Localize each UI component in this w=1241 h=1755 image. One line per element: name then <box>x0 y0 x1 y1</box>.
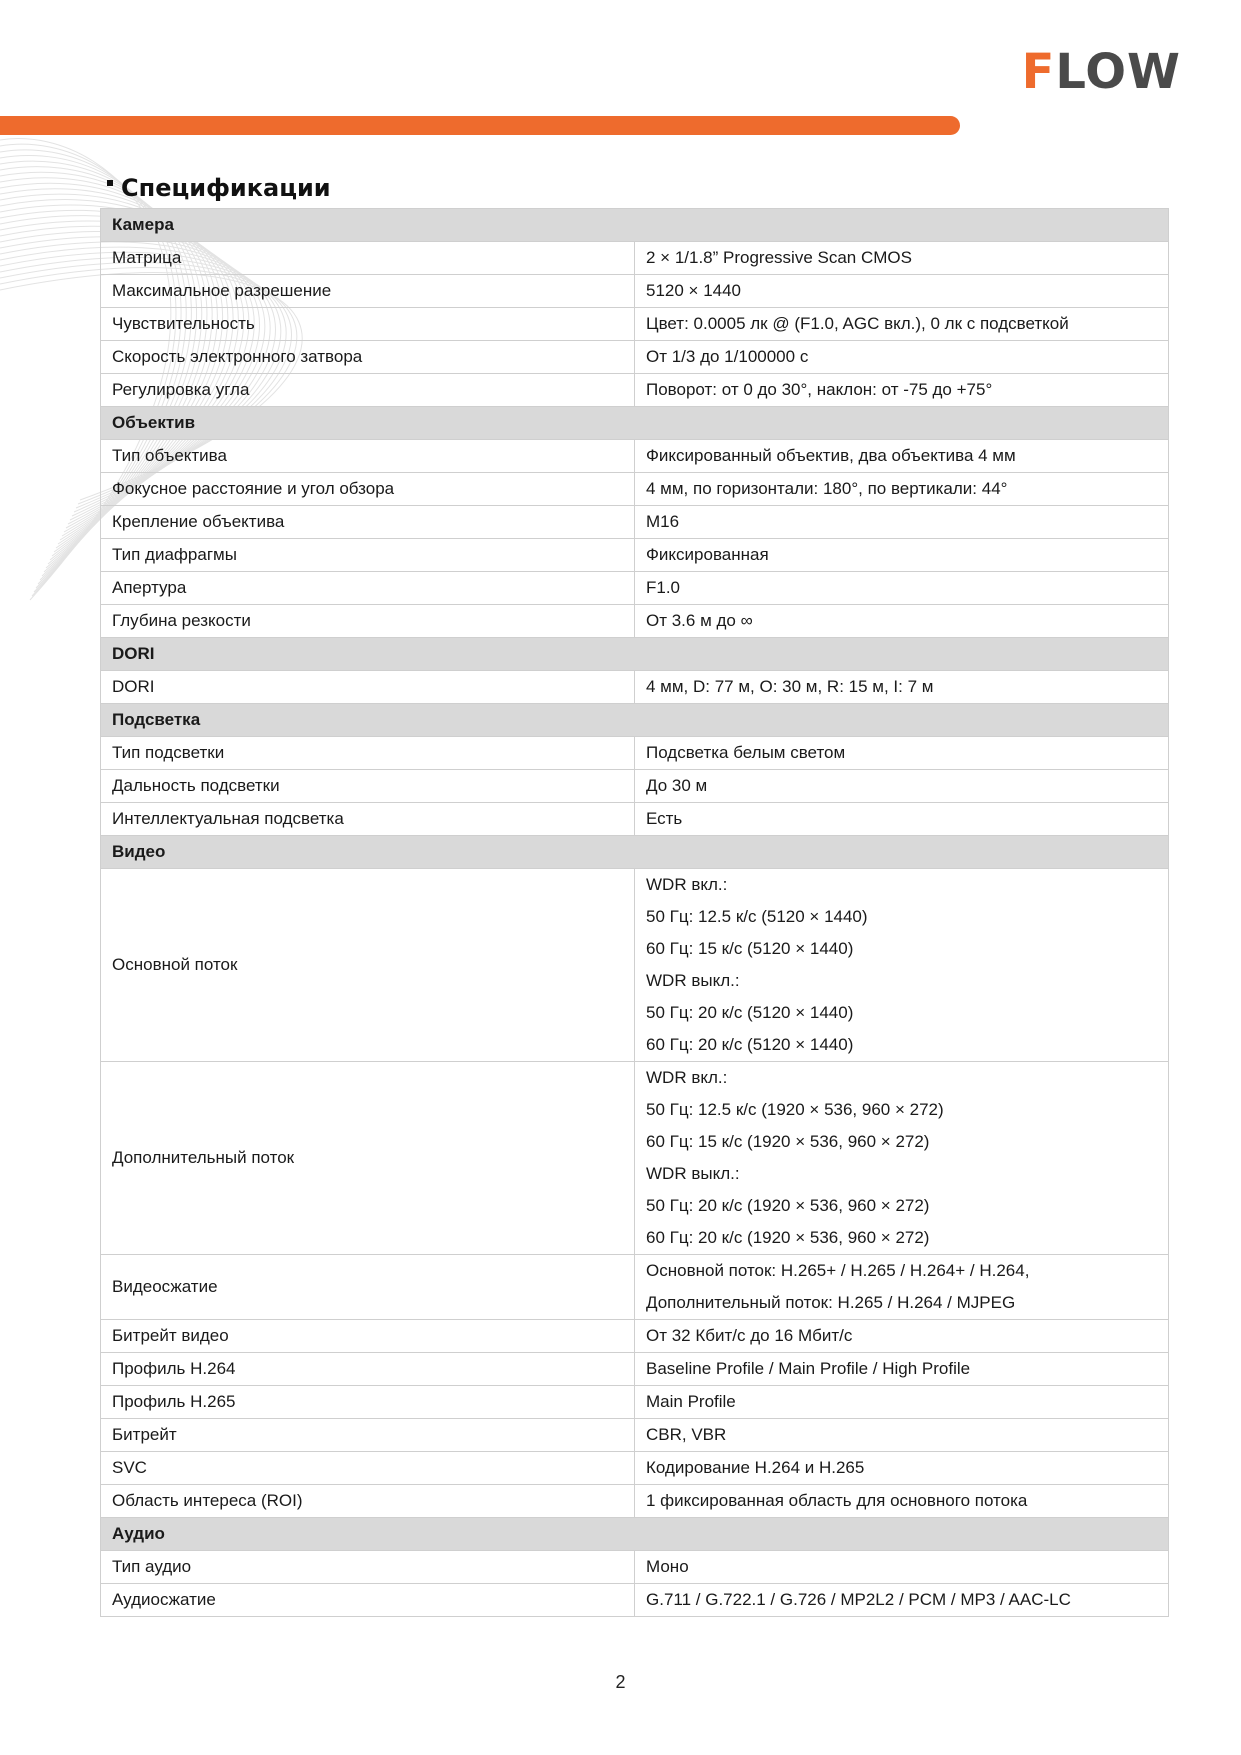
spec-row <box>101 506 1169 539</box>
spec-value-line: 4 мм, D: 77 м, O: 30 м, R: 15 м, I: 7 м <box>646 677 934 696</box>
spec-value-line: 60 Гц: 15 к/с (5120 × 1440) <box>646 939 854 958</box>
spec-key: Тип подсветки <box>101 737 635 770</box>
section-header <box>101 407 1169 440</box>
spec-value-line: Основной поток: H.265+ / H.265 / H.264+ / H.264, <box>646 1261 1030 1280</box>
flow-logo: FLOW <box>1021 44 1181 100</box>
spec-value-line: M16 <box>646 512 680 531</box>
spec-key: SVC <box>101 1452 635 1485</box>
spec-row <box>101 1584 1169 1617</box>
spec-row <box>101 1485 1169 1518</box>
spec-value <box>635 341 1169 374</box>
spec-key: Крепление объектива <box>101 506 635 539</box>
spec-row <box>101 374 1169 407</box>
spec-value-line: 50 Гц: 12.5 к/с (5120 × 1440) <box>646 907 868 926</box>
spec-key: Видеосжатие <box>101 1255 635 1320</box>
spec-row <box>101 869 1169 1062</box>
spec-value-line: WDR выкл.: <box>646 971 740 990</box>
spec-key: Битрейт <box>101 1419 635 1452</box>
spec-value <box>635 1255 1169 1320</box>
spec-row <box>101 671 1169 704</box>
spec-key: Регулировка угла <box>101 374 635 407</box>
spec-value-line: G.711 / G.722.1 / G.726 / MP2L2 / PCM / MP3 / AAC-LC <box>646 1590 1071 1609</box>
spec-value <box>635 869 1169 1062</box>
spec-key: Чувствительность <box>101 308 635 341</box>
spec-table <box>100 208 1169 1617</box>
section-header-label: Видео <box>101 836 1169 869</box>
spec-value <box>635 737 1169 770</box>
spec-row <box>101 803 1169 836</box>
spec-key: Основной поток <box>101 869 635 1062</box>
section-header-label: Аудио <box>101 1518 1169 1551</box>
spec-value <box>635 803 1169 836</box>
spec-value-line: От 32 Кбит/с до 16 Мбит/с <box>646 1326 853 1345</box>
spec-value <box>635 473 1169 506</box>
spec-key: Битрейт видео <box>101 1320 635 1353</box>
spec-value-line: Дополнительный поток: H.265 / H.264 / MJPEG <box>646 1293 1016 1312</box>
spec-value <box>635 1485 1169 1518</box>
header-accent-bar <box>0 116 960 135</box>
section-header <box>101 836 1169 869</box>
spec-key: Фокусное расстояние и угол обзора <box>101 473 635 506</box>
spec-value-line: 60 Гц: 15 к/с (1920 × 536, 960 × 272) <box>646 1132 930 1151</box>
spec-value-line: Подсветка белым светом <box>646 743 846 762</box>
spec-key: Максимальное разрешение <box>101 275 635 308</box>
spec-value-line: Фиксированный объектив, два объектива 4 мм <box>646 446 1016 465</box>
spec-key: DORI <box>101 671 635 704</box>
spec-value-line: 4 мм, по горизонтали: 180°, по вертикали: 44° <box>646 479 1008 498</box>
spec-value-line: 50 Гц: 20 к/с (1920 × 536, 960 × 272) <box>646 1196 930 1215</box>
spec-value <box>635 1320 1169 1353</box>
spec-row <box>101 1320 1169 1353</box>
spec-key: Матрица <box>101 242 635 275</box>
spec-key: Аудиосжатие <box>101 1584 635 1617</box>
spec-row <box>101 308 1169 341</box>
spec-value-line: WDR вкл.: <box>646 1068 728 1087</box>
spec-key: Область интереса (ROI) <box>101 1485 635 1518</box>
spec-value <box>635 1419 1169 1452</box>
spec-key: Профиль H.265 <box>101 1386 635 1419</box>
spec-key: Профиль H.264 <box>101 1353 635 1386</box>
spec-key: Скорость электронного затвора <box>101 341 635 374</box>
spec-value-line: От 1/3 до 1/100000 с <box>646 347 809 366</box>
spec-value-line: WDR вкл.: <box>646 875 728 894</box>
section-header <box>101 704 1169 737</box>
spec-value-line: Main Profile <box>646 1392 736 1411</box>
spec-value <box>635 572 1169 605</box>
spec-row <box>101 737 1169 770</box>
spec-value-line: WDR выкл.: <box>646 1164 740 1183</box>
spec-row <box>101 1452 1169 1485</box>
page-number: 2 <box>615 1672 626 1692</box>
spec-value-line: Фиксированная <box>646 545 769 564</box>
spec-value <box>635 1062 1169 1255</box>
spec-value-line: Есть <box>646 809 683 828</box>
spec-value <box>635 770 1169 803</box>
spec-value-line: Baseline Profile / Main Profile / High Profile <box>646 1359 971 1378</box>
spec-value-line: Поворот: от 0 до 30°, наклон: от -75 до +75° <box>646 380 993 399</box>
section-header-label: Объектив <box>101 407 1169 440</box>
spec-key: Тип аудио <box>101 1551 635 1584</box>
spec-value-line: Кодирование H.264 и H.265 <box>646 1458 865 1477</box>
spec-value-line: 60 Гц: 20 к/с (1920 × 536, 960 × 272) <box>646 1228 930 1247</box>
spec-value <box>635 506 1169 539</box>
spec-value-line: От 3.6 м до ∞ <box>646 611 753 630</box>
spec-row <box>101 1353 1169 1386</box>
spec-value-line: 50 Гц: 20 к/с (5120 × 1440) <box>646 1003 854 1022</box>
spec-row <box>101 242 1169 275</box>
spec-value-line: CBR, VBR <box>646 1425 727 1444</box>
spec-row <box>101 275 1169 308</box>
section-header-label: DORI <box>101 638 1169 671</box>
spec-value-line: 50 Гц: 12.5 к/с (1920 × 536, 960 × 272) <box>646 1100 944 1119</box>
spec-row <box>101 1255 1169 1320</box>
spec-value-line: 5120 × 1440 <box>646 281 742 300</box>
spec-row <box>101 605 1169 638</box>
spec-key: Тип диафрагмы <box>101 539 635 572</box>
spec-value-line: 1 фиксированная область для основного потока <box>646 1491 1028 1510</box>
spec-key: Интеллектуальная подсветка <box>101 803 635 836</box>
spec-value-line: 2 × 1/1.8” Progressive Scan CMOS <box>646 248 912 267</box>
spec-value <box>635 605 1169 638</box>
spec-key: Дальность подсветки <box>101 770 635 803</box>
spec-value <box>635 671 1169 704</box>
spec-value <box>635 539 1169 572</box>
spec-row <box>101 1551 1169 1584</box>
spec-value <box>635 242 1169 275</box>
spec-row <box>101 1062 1169 1255</box>
spec-value-line: До 30 м <box>646 776 708 795</box>
spec-key: Глубина резкости <box>101 605 635 638</box>
spec-value <box>635 1551 1169 1584</box>
spec-key: Тип объектива <box>101 440 635 473</box>
spec-row <box>101 1419 1169 1452</box>
spec-row <box>101 572 1169 605</box>
spec-row <box>101 341 1169 374</box>
spec-value <box>635 1353 1169 1386</box>
spec-value <box>635 440 1169 473</box>
spec-key: Апертура <box>101 572 635 605</box>
spec-row <box>101 770 1169 803</box>
section-header <box>101 209 1169 242</box>
spec-value-line: F1.0 <box>646 578 681 597</box>
spec-row <box>101 440 1169 473</box>
spec-value-line: Цвет: 0.0005 лк @ (F1.0, AGC вкл.), 0 лк с подсветкой <box>646 314 1069 333</box>
spec-value <box>635 275 1169 308</box>
spec-value <box>635 374 1169 407</box>
section-header-label: Камера <box>101 209 1169 242</box>
spec-value <box>635 1452 1169 1485</box>
spec-value-line: Моно <box>646 1557 689 1576</box>
section-header-label: Подсветка <box>101 704 1169 737</box>
section-title: Спецификации <box>107 174 331 202</box>
spec-row <box>101 539 1169 572</box>
section-header <box>101 638 1169 671</box>
spec-value <box>635 308 1169 341</box>
spec-row <box>101 1386 1169 1419</box>
spec-value <box>635 1386 1169 1419</box>
bullet-icon <box>107 180 113 186</box>
spec-row <box>101 473 1169 506</box>
spec-key: Дополнительный поток <box>101 1062 635 1255</box>
spec-value-line: 60 Гц: 20 к/с (5120 × 1440) <box>646 1035 854 1054</box>
spec-value <box>635 1584 1169 1617</box>
section-header <box>101 1518 1169 1551</box>
